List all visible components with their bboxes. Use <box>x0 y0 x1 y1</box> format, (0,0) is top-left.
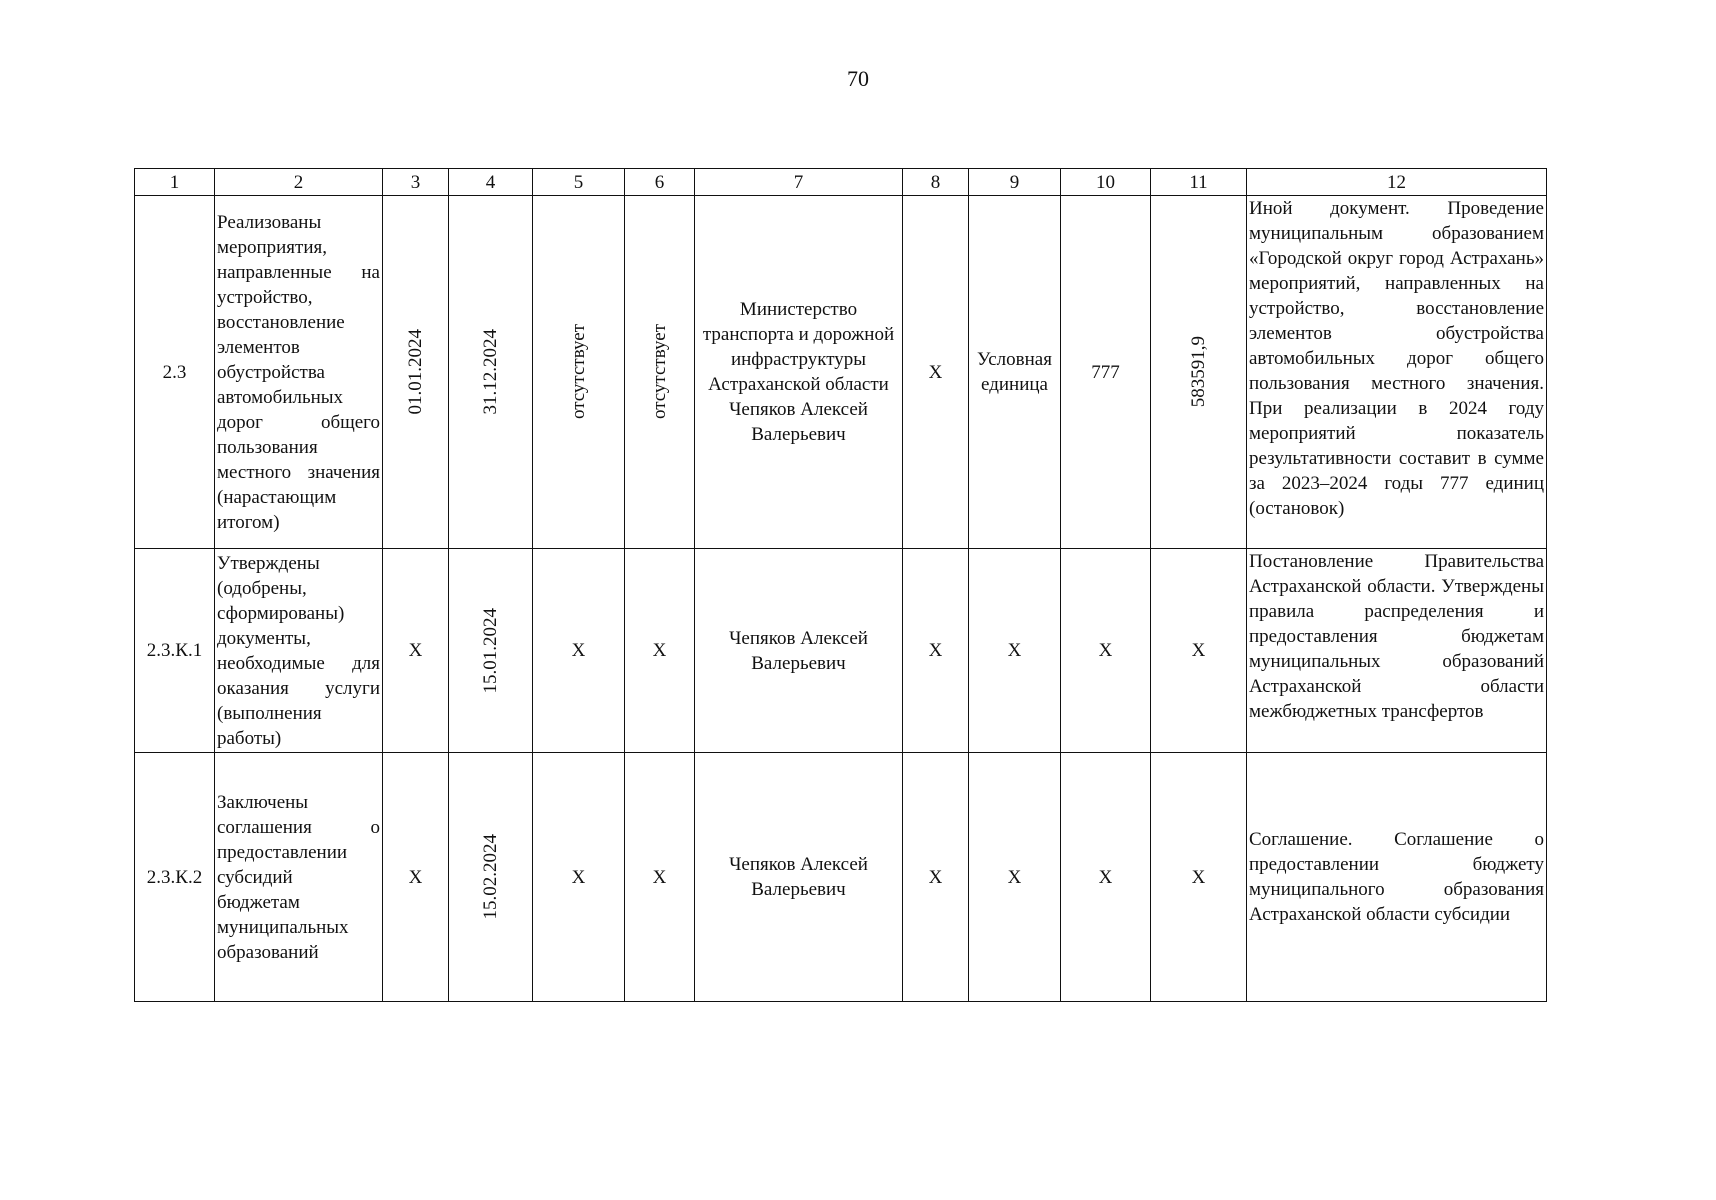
start-date: 01.01.2024 <box>405 329 426 415</box>
start-date-cell <box>383 196 449 549</box>
col3-value: Х <box>383 549 449 753</box>
header-cell-9: 9 <box>969 169 1061 196</box>
end-date: 31.12.2024 <box>480 329 501 415</box>
end-date: 15.02.2024 <box>480 834 501 920</box>
header-row <box>135 169 1547 196</box>
row-number: 2.3 <box>135 196 215 549</box>
measure-name: Утверждены (одобрены, сформированы) документы, необходимые для оказания услуги (выполнения работы) <box>215 549 383 753</box>
header-cell-5: 5 <box>533 169 625 196</box>
document-note: Постановление Правительства Астраханской области. Утверждены правила распределения и предоставления бюджетам муниципальных образований Астраханской области межбюджетных трансфертов <box>1247 549 1547 753</box>
col8-value: Х <box>903 753 969 1002</box>
page-number: 70 <box>847 66 869 91</box>
header-cell-3: 3 <box>383 169 449 196</box>
col8-value: Х <box>903 196 969 549</box>
row-number: 2.3.К.2 <box>135 753 215 1002</box>
funding-cell <box>1151 196 1247 549</box>
col8-value: Х <box>903 549 969 753</box>
header-cell-2: 2 <box>215 169 383 196</box>
funding-value: Х <box>1151 549 1247 753</box>
col6-value: Х <box>625 753 695 1002</box>
unit: Х <box>969 753 1061 1002</box>
end-date-cell <box>449 196 533 549</box>
funding-value: 583591,9 <box>1188 336 1209 408</box>
header-cell-8: 8 <box>903 169 969 196</box>
col5-value: отсутствует <box>568 324 589 420</box>
col3-value: Х <box>383 753 449 1002</box>
unit: Условная единица <box>969 196 1061 549</box>
measures-table <box>134 168 1547 1002</box>
col6-cell <box>625 196 695 549</box>
col5-value: Х <box>533 753 625 1002</box>
header-cell-1: 1 <box>135 169 215 196</box>
header-cell-11: 11 <box>1151 169 1247 196</box>
col5-cell <box>533 196 625 549</box>
indicator-value: Х <box>1061 753 1151 1002</box>
header-cell-10: 10 <box>1061 169 1151 196</box>
responsible: Чепяков Алексей Валерьевич <box>695 753 903 1002</box>
end-date-cell <box>449 549 533 753</box>
indicator-value: 777 <box>1061 196 1151 549</box>
header-cell-12: 12 <box>1247 169 1547 196</box>
header-cell-6: 6 <box>625 169 695 196</box>
col5-value: Х <box>533 549 625 753</box>
responsible: Министерство транспорта и дорожной инфраструктуры Астраханской области Чепяков Алексей Валерьевич <box>695 196 903 549</box>
measure-name: Реализованы мероприятия, направленные на устройство, восстановление элементов обустройства автомобильных дорог общего пользования местного значения (нарастающим итогом) <box>215 196 383 549</box>
table-row <box>135 549 1547 753</box>
unit: Х <box>969 549 1061 753</box>
document-note: Соглашение. Соглашение о предоставлении бюджету муниципального образования Астраханской области субсидии <box>1247 753 1547 1002</box>
col6-value: Х <box>625 549 695 753</box>
funding-value: Х <box>1151 753 1247 1002</box>
measure-name: Заключены соглашения о предоставлении субсидий бюджетам муниципальных образований <box>215 753 383 1002</box>
header-cell-4: 4 <box>449 169 533 196</box>
table-row <box>135 753 1547 1002</box>
responsible: Чепяков Алексей Валерьевич <box>695 549 903 753</box>
header-cell-7: 7 <box>695 169 903 196</box>
col6-value: отсутствует <box>649 324 670 420</box>
indicator-value: Х <box>1061 549 1151 753</box>
row-number: 2.3.К.1 <box>135 549 215 753</box>
end-date-cell <box>449 753 533 1002</box>
end-date: 15.01.2024 <box>480 607 501 694</box>
table-row <box>135 196 1547 549</box>
document-note: Иной документ. Проведение муниципальным образованием «Городской округ город Астрахань» мероприятий, направленных на устройство, восстановление элементов обустройства автомобильных дорог общего пользования местного значения. При реализации в 2024 году мероприятий показатель результативности составит в сумме за 2023–2024 годы 777 единиц (остановок) <box>1247 196 1547 549</box>
